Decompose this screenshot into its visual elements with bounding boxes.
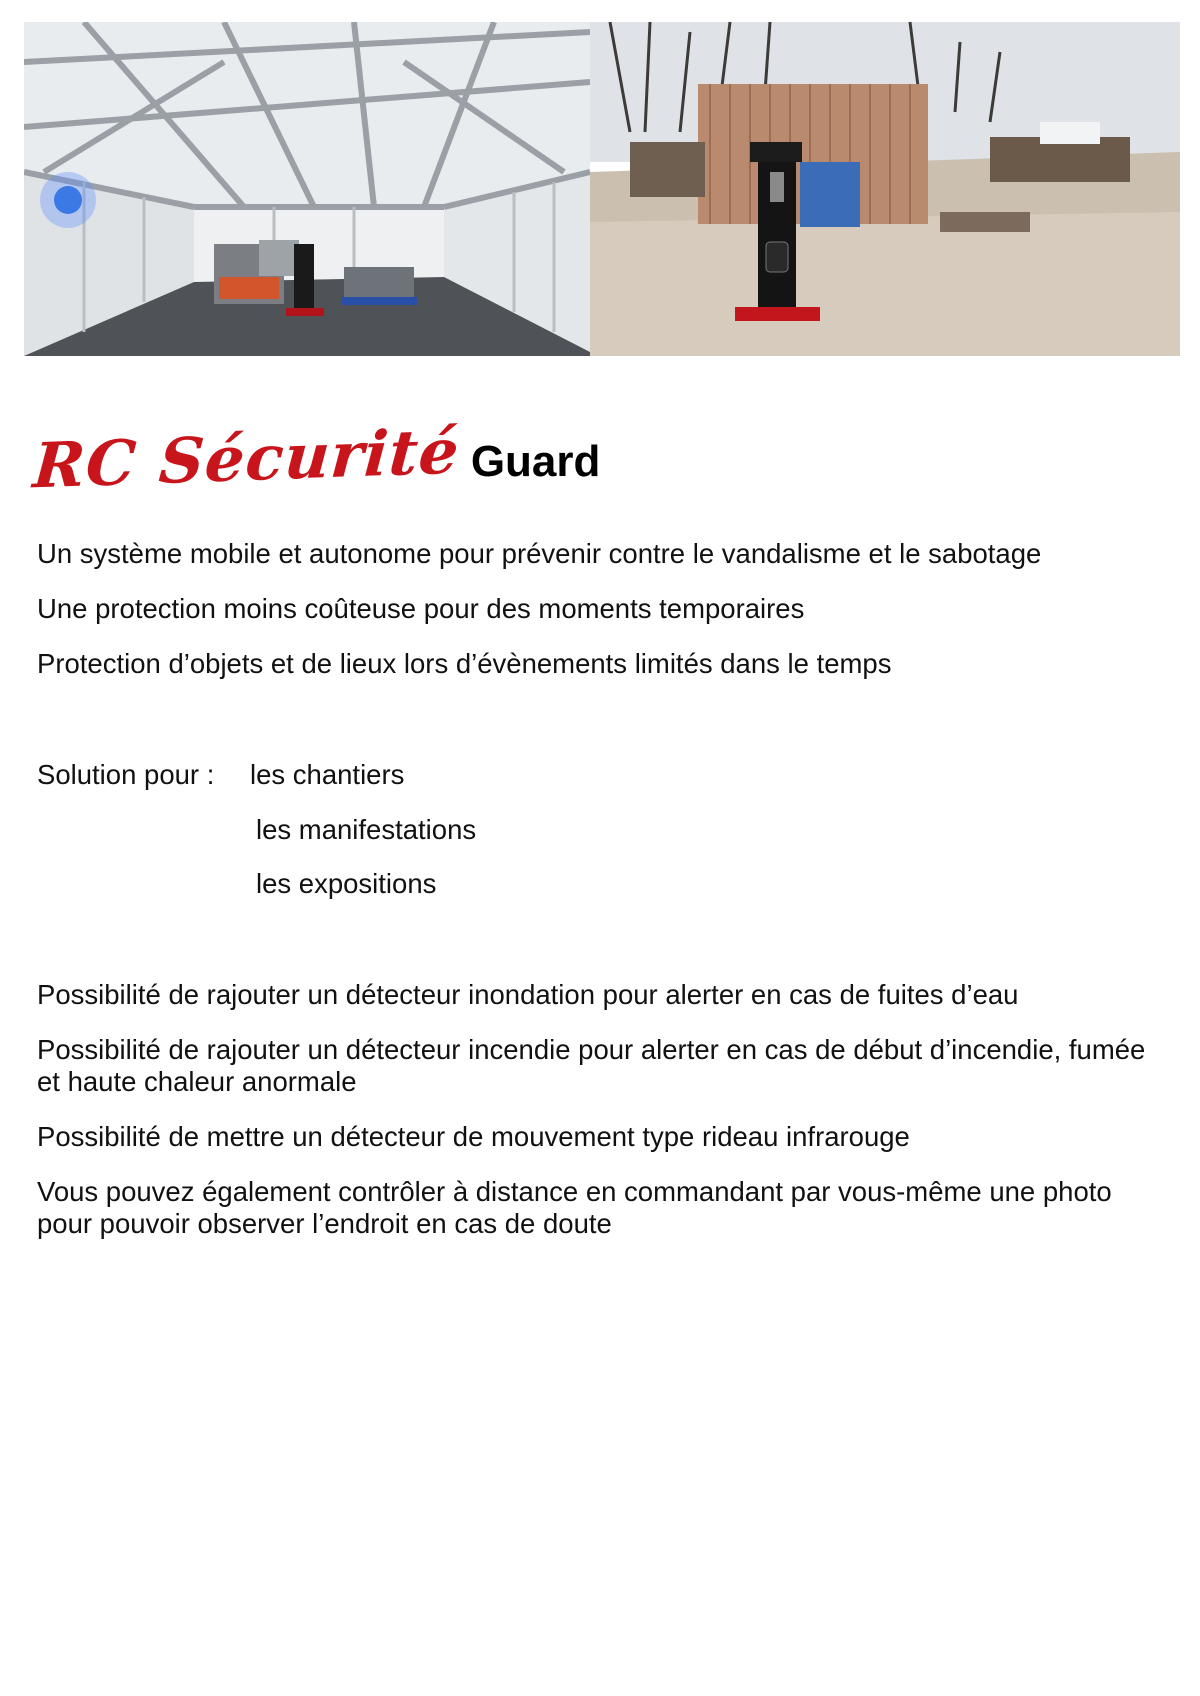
intro-line: Une protection moins coûteuse pour des moments temporaires: [37, 592, 805, 624]
intro-line: Un système mobile et autonome pour prévenir contre le vandalisme et le sabotage: [37, 538, 1042, 569]
brand-guard-label: Guard: [470, 437, 601, 486]
feature-line: Possibilité de rajouter un détecteur inondation pour alerter en cas de fuites d’eau: [37, 979, 1019, 1011]
solution-list: [37, 759, 1167, 924]
construction-site-photo: [590, 22, 1180, 356]
feature-line: Possibilité de rajouter un détecteur incendie pour alerter en cas de début d’incendie, fumée et haute chaleur anormale: [37, 1034, 1146, 1098]
tent-interior-photo: [24, 22, 590, 356]
brand-title: [30, 410, 601, 503]
solution-label: Solution pour :: [37, 758, 215, 790]
solution-item: les manifestations: [256, 813, 477, 845]
solution-items: [250, 759, 476, 924]
feature-line: Possibilité de mettre un détecteur de mouvement type rideau infrarouge: [37, 1121, 910, 1153]
brand-script-logo: RC Sécurité: [30, 414, 463, 503]
spacer: [37, 703, 1167, 759]
photo-banner: [24, 22, 1180, 356]
intro-line: Protection d’objets et de lieux lors d’évènements limités dans le temps: [37, 647, 892, 679]
feature-line: Vous pouvez également contrôler à distance en commandant par vous-même une photo pour pouvoir observer l’endroit en cas de doute: [37, 1175, 1112, 1239]
spacer: [37, 923, 1167, 979]
solution-item: les chantiers: [250, 758, 405, 790]
document-body: [37, 538, 1167, 1263]
solution-item: les expositions: [256, 868, 437, 900]
